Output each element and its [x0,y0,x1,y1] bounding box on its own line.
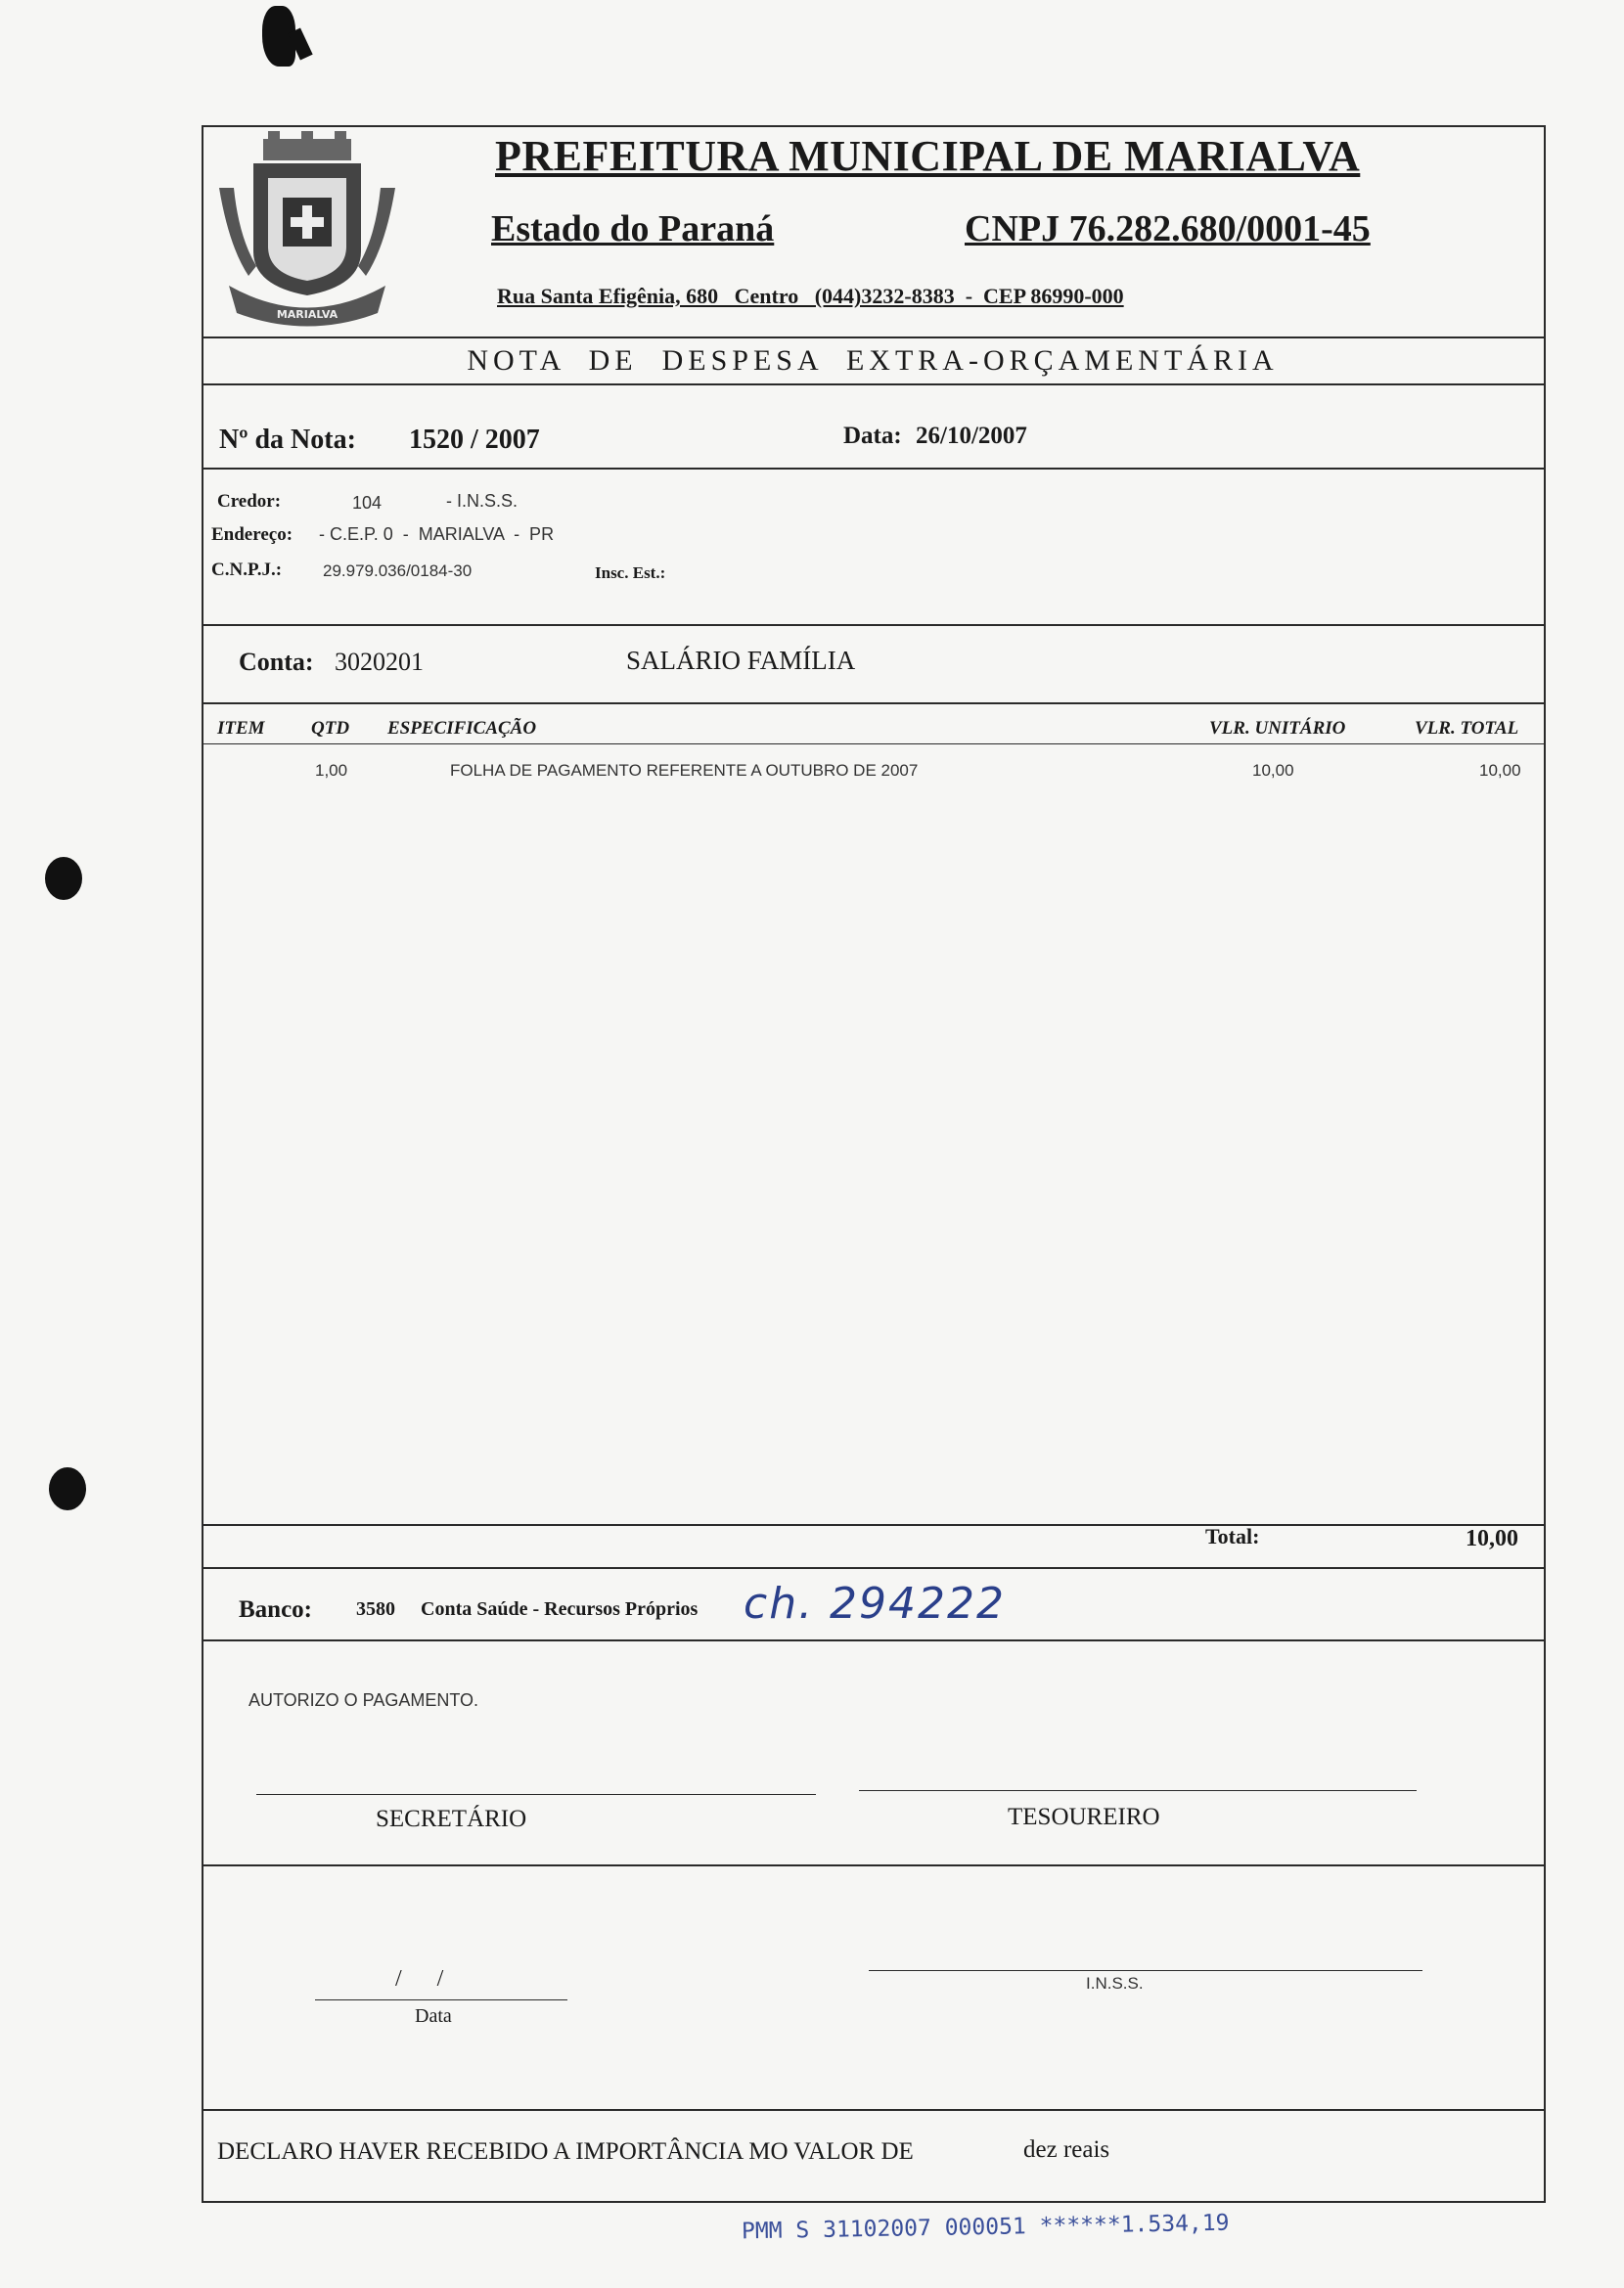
divider [202,1567,1544,1569]
credor-code: 104 [352,493,383,513]
divider [202,702,1544,704]
row-total: 10,00 [1479,761,1521,780]
table-row [202,761,1544,790]
punch-hole [49,1467,86,1510]
receipt-date-slashes: / / [395,1966,444,1992]
col-header-qtd: QTD [311,718,350,739]
total-label: Total: [1205,1524,1260,1548]
insc-label: Insc. Est.: [595,563,666,582]
divider [202,2109,1544,2111]
divider [202,468,1544,470]
note-date: 26/10/2007 [916,423,1027,449]
divider [202,336,1544,338]
receipt-date-label: Data [415,2005,452,2027]
authorization-text: AUTORIZO O PAGAMENTO. [248,1690,479,1710]
note-date-label: Data: [843,423,902,449]
row-unit: 10,00 [1252,761,1294,780]
svg-text:MARIALVA: MARIALVA [276,308,338,321]
cnpj-value: 29.979.036/0184-30 [323,561,473,580]
secretary-label: SECRETÁRIO [376,1806,527,1832]
col-header-unit: VLR. UNITÁRIO [1209,718,1346,739]
col-header-total: VLR. TOTAL [1415,718,1519,739]
endereco-value: - C.E.P. 0 - MARIALVA - PR [319,524,555,544]
credor-name: - I.N.S.S. [446,491,519,511]
bank-handwritten-check: ch. 294222 [744,1579,1007,1629]
header-address: Rua Santa Efigênia, 680 Centro (044)3232-8383 - CEP 86990-000 [497,284,1124,308]
credor-label: Credor: [217,491,282,512]
declaration-amount: dez reais [1023,2136,1110,2163]
account-name: SALÁRIO FAMÍLIA [626,646,856,675]
bank-code: 3580 [356,1598,395,1620]
treasurer-label: TESOUREIRO [1008,1804,1160,1830]
divider [202,1639,1544,1641]
secretary-signature-line [256,1794,816,1795]
total-value: 10,00 [1466,1526,1518,1551]
endereco-label: Endereço: [211,524,293,545]
header-state: Estado do Paraná [491,208,775,249]
crest-icon [209,129,405,335]
payment-stamp: PMM S 31102007 000051 ******1.534,19 [741,2210,1230,2245]
row-qtd: 1,00 [315,761,348,780]
account-label: Conta: [239,648,314,676]
bank-label: Banco: [239,1596,312,1623]
bank-name: Conta Saúde - Recursos Próprios [421,1598,699,1620]
payee-label: I.N.S.S. [1086,1974,1144,1993]
declaration-text: DECLARO HAVER RECEBIDO A IMPORTÂNCIA MO VALOR DE [217,2138,914,2165]
divider [202,743,1544,744]
row-spec: FOLHA DE PAGAMENTO REFERENTE A OUTUBRO DE 2007 [450,761,919,780]
document-title: NOTA DE DESPESA EXTRA-ORÇAMENTÁRIA [467,344,1279,377]
punch-hole [45,857,82,900]
divider [202,624,1544,626]
header-cnpj: CNPJ 76.282.680/0001-45 [965,208,1371,249]
cnpj-label: C.N.P.J.: [211,560,283,580]
treasurer-signature-line [859,1790,1417,1791]
header-title: PREFEITURA MUNICIPAL DE MARIALVA [495,132,1361,180]
note-number: 1520 / 2007 [409,425,540,455]
note-number-label: Nº da Nota: [219,425,356,455]
receipt-date-line [315,1999,567,2000]
col-header-spec: ESPECIFICAÇÃO [387,718,537,739]
divider [202,383,1544,385]
account-code: 3020201 [335,648,424,676]
payee-signature-line [869,1970,1422,1971]
municipal-crest [209,129,405,335]
divider [202,1524,1544,1526]
divider [202,1864,1544,1866]
col-header-item: ITEM [217,718,265,739]
